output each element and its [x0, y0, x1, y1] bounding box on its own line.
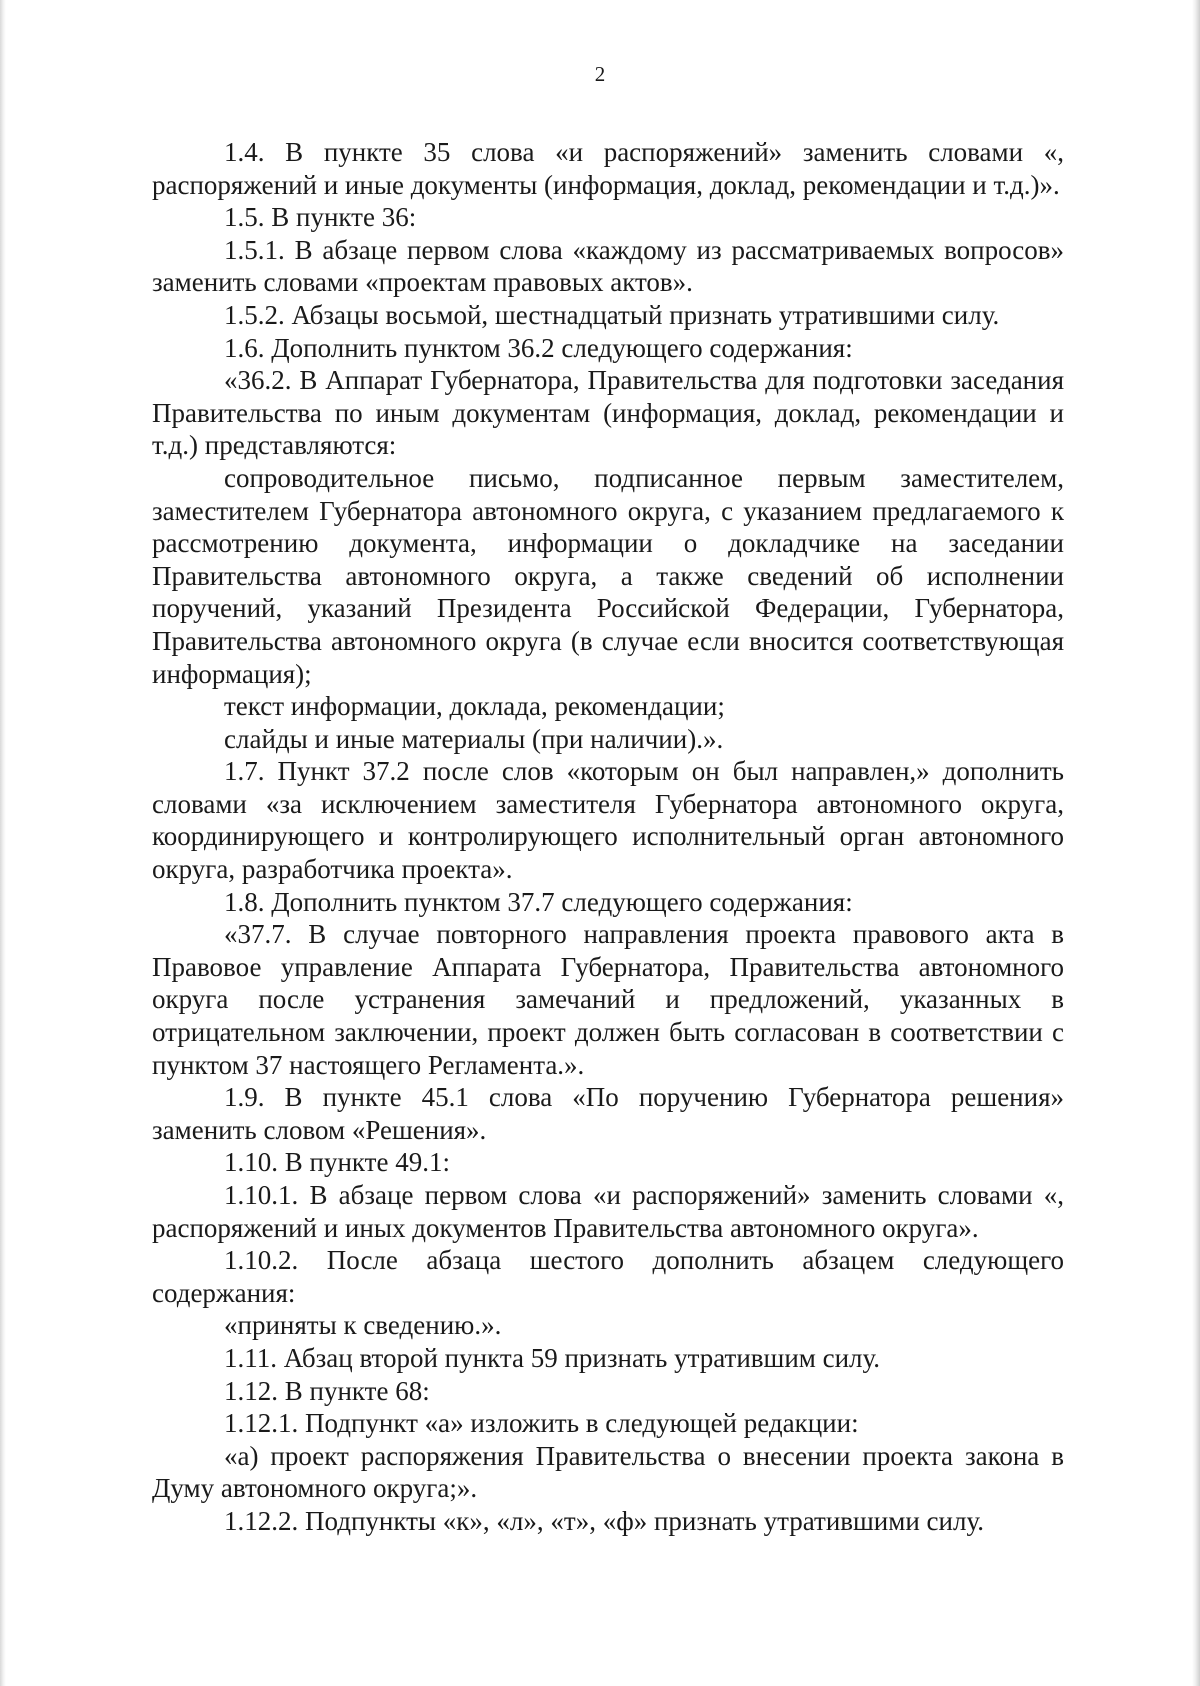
paragraph-1-11: 1.11. Абзац второй пункта 59 признать утратившим силу. [224, 1342, 881, 1373]
scan-edge-left [0, 0, 6, 1686]
paragraph-1-5-1: 1.5.1. В абзаце первом слова «каждому из рассматриваемых вопросов» заменить словами «проектам правовых актов». [152, 234, 1064, 298]
paragraph-slides: слайды и иные материалы (при наличии).». [224, 723, 724, 754]
paragraph-subitem-a: «а) проект распоряжения Правительства о внесении проекта закона в Думу автономного округа;». [152, 1440, 1064, 1504]
scan-edge-right [1192, 0, 1200, 1686]
paragraph-1-10: 1.10. В пункте 49.1: [224, 1147, 450, 1178]
paragraph-1-9: 1.9. В пункте 45.1 слова «По поручению Губернатора решения» заменить словом «Решения». [152, 1082, 1064, 1145]
paragraph-1-10-1: 1.10.1. В абзаце первом слова «и распоряжений» заменить словами «, распоряжений и иных документов Правительства автономного округа». [152, 1180, 1064, 1243]
document-body [152, 136, 1064, 1538]
paragraph-1-12-2: 1.12.2. Подпункты «к», «л», «т», «ф» признать утратившими силу. [224, 1505, 984, 1536]
paragraph-37-7: «37.7. В случае повторного направления проекта правового акта в Правовое управление Аппарата Губернатора, Правительства автономного округа после устранения замечаний и предложений, указанных в отрицательном заключении, проект должен быть согласован в соответствии с пунктом 37 настоящего Регламента.». [152, 919, 1064, 1080]
paragraph-1-7: 1.7. Пункт 37.2 после слов «которым он был направлен,» дополнить словами «за исключением заместителя Губернатора автономного округа, координирующего и контролирующего исполнительный орган автономного округа, разработчика проекта». [152, 756, 1064, 885]
paragraph-1-4: 1.4. В пункте 35 слова «и распоряжений» заменить словами «, распоряжений и иные документы (информация, доклад, рекомендации и т.д.)». [152, 137, 1064, 200]
paragraph-info-text: текст информации, доклада, рекомендации; [224, 691, 725, 722]
paragraph-1-5: 1.5. В пункте 36: [224, 202, 417, 233]
paragraph-cover-letter: сопроводительное письмо, подписанное первым заместителем, заместителем Губернатора автономного округа, с указанием предлагаемого к рассмотрению документа, информации о докладчике на заседании Правительства автономного округа, а также сведений об исполнении поручений, указаний Президента Российской Федерации, Губернатора, Правительства автономного округа (в случае если вносится соответствующая информация); [152, 462, 1064, 689]
paragraph-1-8: 1.8. Дополнить пунктом 37.7 следующего содержания: [224, 886, 853, 917]
paragraph-1-12: 1.12. В пункте 68: [224, 1375, 430, 1406]
paragraph-36-2: «36.2. В Аппарат Губернатора, Правительства для подготовки заседания Правительства по иным документам (информация, доклад, рекомендации и т.д.) представляются: [152, 365, 1064, 461]
paragraph-1-12-1: 1.12.1. Подпункт «а» изложить в следующей редакции: [224, 1408, 859, 1439]
page-number: 2 [594, 62, 606, 86]
paragraph-1-6: 1.6. Дополнить пунктом 36.2 следующего содержания: [224, 332, 853, 363]
paragraph-1-5-2: 1.5.2. Абзацы восьмой, шестнадцатый признать утратившими силу. [224, 299, 1000, 330]
paragraph-1-10-2: 1.10.2. После абзаца шестого дополнить абзацем следующего содержания: [152, 1245, 1064, 1308]
paragraph-accepted: «приняты к сведению.». [224, 1310, 502, 1341]
